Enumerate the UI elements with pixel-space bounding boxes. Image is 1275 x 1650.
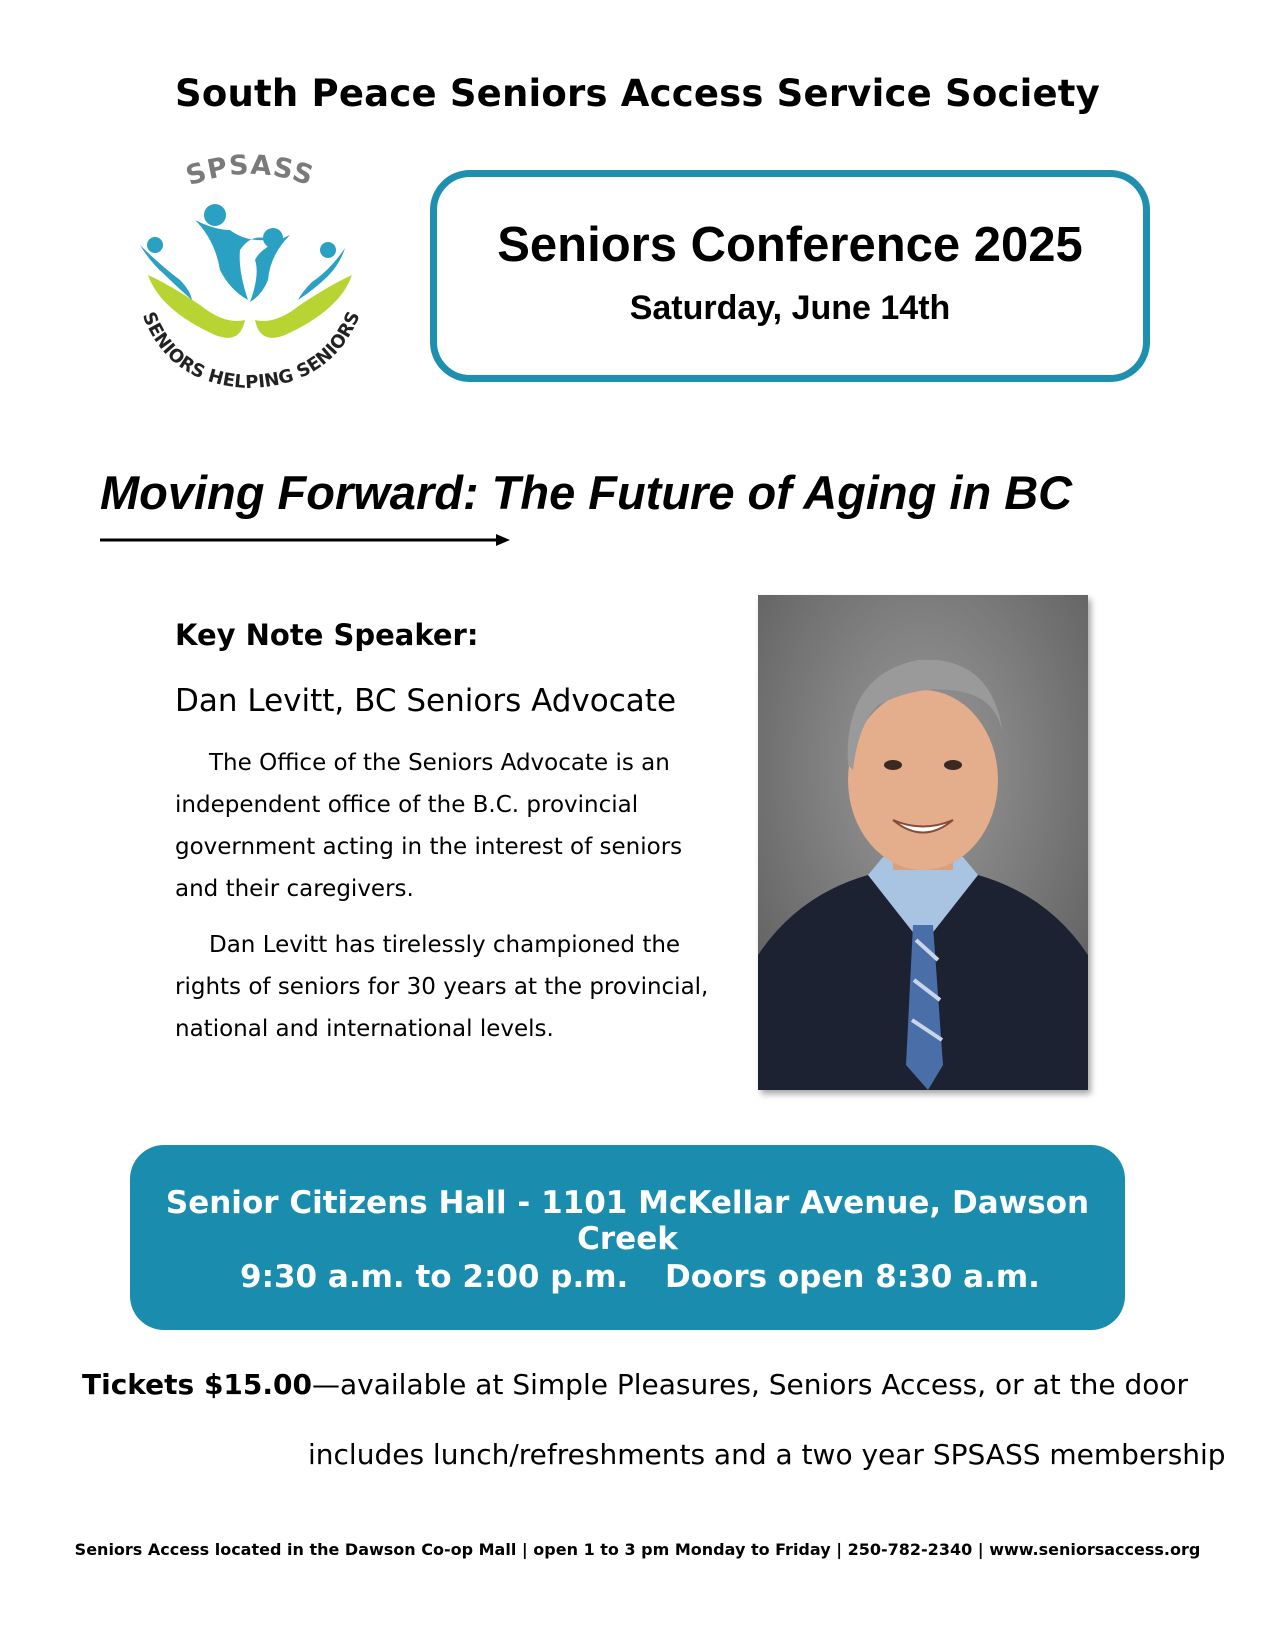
ticket-price: Tickets $15.00 [82, 1368, 313, 1401]
conference-box [430, 170, 1150, 382]
speaker-name: Dan Levitt, BC Seniors Advocate [175, 683, 677, 719]
logo-tagline: SENIORS HELPING SENIORS [137, 308, 365, 394]
ticket-availability: —available at Simple Pleasures, Seniors Access, or at the door [312, 1368, 1189, 1401]
svg-text:SENIORS HELPING SENIORS [138, 308, 365, 393]
event-time: 9:30 a.m. to 2:00 p.m. [240, 1259, 629, 1295]
logo-acronym: SPSASS [182, 150, 318, 193]
keynote-label: Key Note Speaker: [175, 618, 479, 652]
theme-title: Moving Forward: The Future of Aging in BC [100, 466, 1073, 519]
doors-open-time: Doors open 8:30 a.m. [665, 1259, 1040, 1295]
speaker-portrait-photo [758, 595, 1088, 1090]
speaker-bio-paragraph: The Office of the Seniors Advocate is an independent office of the B.C. provincial government acting in the interest of seniors and their caregivers. [175, 750, 683, 902]
speaker-bio-paragraph: Dan Levitt has tirelessly championed the rights of seniors for 30 years at the provincial, national and international levels. [175, 932, 709, 1042]
venue-box [130, 1145, 1125, 1330]
tickets-info [82, 1368, 1188, 1401]
organization-title: South Peace Seniors Access Service Society [175, 72, 1100, 115]
venue-address: Senior Citizens Hall - 1101 McKellar Avenue, Dawson Creek [165, 1185, 1090, 1257]
footer-contact: Seniors Access located in the Dawson Co-op Mall | open 1 to 3 pm Monday to Friday | 250-782-2340 | www.seniorsaccess.org [74, 1540, 1201, 1559]
arrow-right-icon [100, 530, 510, 550]
conference-title: Seniors Conference 2025 [497, 218, 1083, 272]
svg-text:SPSASS [182, 150, 317, 192]
spsass-logo [120, 150, 380, 410]
conference-date: Saturday, June 14th [629, 289, 951, 327]
ticket-includes: includes lunch/refreshments and a two year SPSASS membership [308, 1438, 1226, 1471]
